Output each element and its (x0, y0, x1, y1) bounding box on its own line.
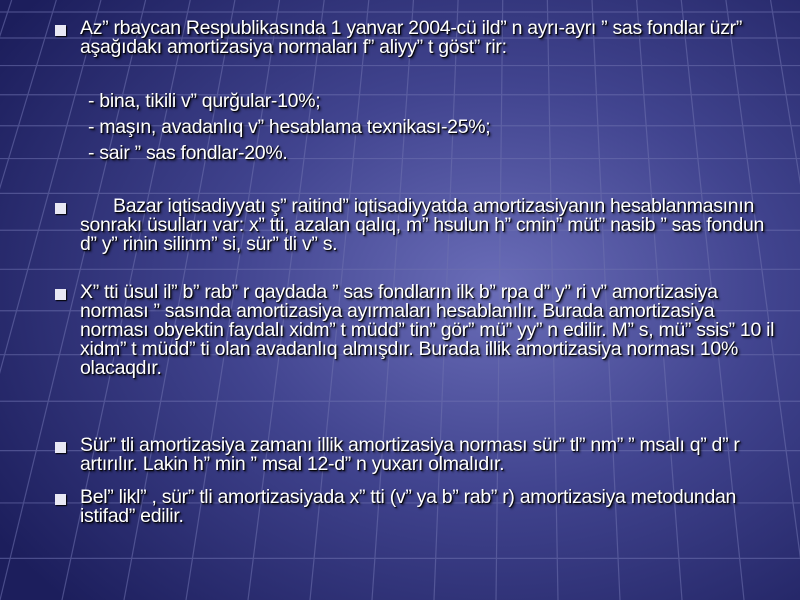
sub-item-other-assets: - sair ” sas fondlar-20%. (88, 142, 288, 164)
paragraph-conclusion: Bel” likl” , sür” tli amortizasiyada x” tti (v” ya b” rab” r) amortizasiya metodundan istifad” edilir. (80, 486, 737, 527)
paragraph-market-methods: Bazar iqtisadiyyatı ş” raitind” iqtisadiyyatda amortizasiyanın hesablanmasının sonrakı üsulları var: x” tti, azalan qalıq, m” hsulun h” cmin” müt” nasib ” sas fondun d” y” rinin silinm” si, sür” tli v” s. (80, 195, 765, 255)
paragraph-linear-method: X” tti üsul il” b” rab” r qaydada ” sas fondların ilk b” rpa d” y” ri v” amortizasiya norması ” sasında amortizasiya ayırmaları hesablanılır. Burada amortizasiya norması obyektin faydalı xidm” t müdd” tin” gör” mü” yy” n edilir. M” s, mü” ssis” 10 il xidm” t müdd” ti olan avadanlıq almışdır. Burada illik amortizasiya norması 10% olacaqdır. (80, 281, 775, 379)
sub-item-machinery: - maşın, avadanlıq v” hesablama texnikası-25%; (88, 116, 491, 138)
paragraph-accelerated: Sür” tli amortizasiya zamanı illik amortizasiya norması sür” tl” nm” ” msalı q” d” r artırılır. Lakin h” min ” msal 12-d” n yuxarı olmalıdır. (80, 434, 740, 475)
sub-item-buildings: - bina, tikili v” qurğular-10%; (88, 90, 321, 112)
paragraph-legislation: Az” rbaycan Respublikasında 1 yanvar 2004-cü ild” n ayrı-ayrı ” sas fondlar üzr” aşağıdakı amortizasiya normaları f” aliyy” t göst” rir: (80, 17, 743, 58)
